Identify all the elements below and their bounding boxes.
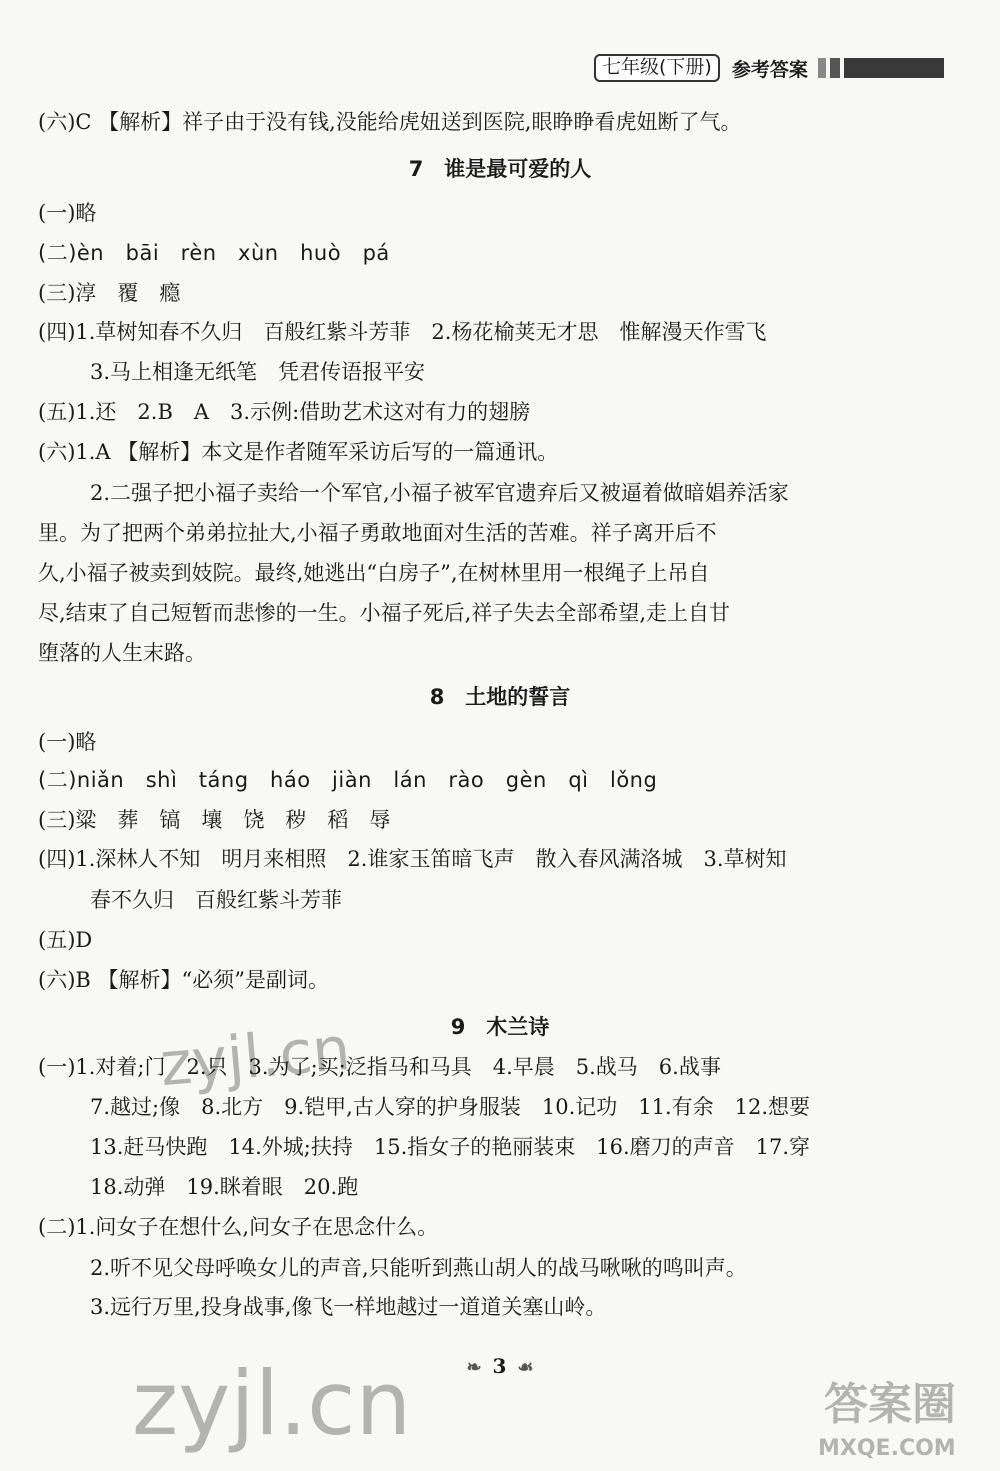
answer-line: (六)B 【解析】“必须”是副词。 — [38, 968, 329, 992]
header-bar-decoration — [830, 58, 840, 78]
answer-line: 3.远行万里,投身战事,像飞一样地越过一道道关塞山岭。 — [90, 1295, 607, 1319]
header-title: 参考答案 — [731, 58, 808, 81]
section-title-8: 8 土地的誓言 — [429, 685, 571, 709]
answer-line: (六)1.A 【解析】本文是作者随军采访后写的一篇通讯。 — [38, 440, 559, 464]
answer-line: 2.二强子把小福子卖给一个军官,小福子被军官遗弃后又被逼着做暗娼养活家 — [90, 481, 789, 505]
answer-line: 13.赶马快跑 14.外城;扶持 15.指女子的艳丽装束 16.磨刀的声音 17.穿 — [90, 1135, 811, 1159]
answer-line: (三)淳 覆 瘾 — [38, 281, 181, 305]
watermark: MXQE.COM — [818, 1436, 956, 1461]
answer-line: (六)C 【解析】祥子由于没有钱,没能给虎妞送到医院,眼睁睁看虎妞断了气。 — [38, 110, 742, 134]
section-title-7: 7 谁是最可爱的人 — [408, 157, 592, 181]
answer-line: (四)1.深林人不知 明月来相照 2.谁家玉笛暗飞声 散入春风满洛城 3.草树知 — [38, 847, 787, 871]
header-bar-decoration — [818, 58, 826, 78]
answer-line: 里。为了把两个弟弟拉扯大,小福子勇敢地面对生活的苦难。祥子离开后不 — [38, 521, 717, 545]
watermark: 答案圈 — [824, 1379, 956, 1430]
page-number: 3 — [492, 1354, 507, 1378]
leaf-left-icon: ❧ — [466, 1357, 482, 1378]
grade-label: 七年级(下册) — [594, 54, 720, 82]
answer-line: (五)D — [38, 928, 93, 952]
answer-line: 堕落的人生末路。 — [38, 641, 206, 665]
header-bar-decoration — [844, 58, 944, 78]
answer-line: 2.听不见父母呼唤女儿的声音,只能听到燕山胡人的战马啾啾的鸣叫声。 — [90, 1256, 747, 1280]
answer-line: (四)1.草树知春不久归 百般红紫斗芳菲 2.杨花榆荚无才思 惟解漫天作雪飞 — [38, 320, 767, 344]
answer-line: 尽,结束了自己短暂而悲惨的一生。小福子死后,祥子失去全部希望,走上自甘 — [38, 601, 731, 625]
watermark: zyjl.cn — [157, 1013, 354, 1101]
section-title-9: 9 木兰诗 — [450, 1015, 550, 1039]
leaf-right-icon: ☙ — [517, 1357, 534, 1378]
answer-line-pinyin: (二)èn bāi rèn xùn huò pá — [38, 241, 390, 265]
page-header — [594, 54, 944, 82]
answer-line: 3.马上相逢无纸笔 凭君传语报平安 — [90, 360, 426, 384]
answer-line: (一)略 — [38, 730, 97, 754]
answer-line: (一)1.对着;门 2.只 3.为了;买;泛指马和马具 4.早晨 5.战马 6.战事 — [38, 1055, 721, 1079]
answer-line: 7.越过;像 8.北方 9.铠甲,古人穿的护身服装 10.记功 11.有余 12.想要 — [90, 1095, 811, 1119]
answer-line: (三)粱 葬 镐 壤 饶 秽 稻 辱 — [38, 808, 391, 832]
answer-line: (五)1.还 2.B A 3.示例:借助艺术这对有力的翅膀 — [38, 400, 531, 424]
answer-line: 久,小福子被卖到妓院。最终,她逃出“白房子”,在树林里用一根绳子上吊自 — [38, 561, 710, 585]
watermark: zyjl.cn — [132, 1352, 412, 1455]
answer-line: 春不久归 百般红紫斗芳菲 — [90, 888, 342, 912]
answer-line: (二)1.问女子在想什么,问女子在思念什么。 — [38, 1215, 439, 1239]
answer-line: (一)略 — [38, 201, 97, 225]
answer-line: 18.动弹 19.眯着眼 20.跑 — [90, 1175, 359, 1199]
answer-line-pinyin: (二)niǎn shì táng háo jiàn lán rào gèn qì lǒng — [38, 768, 658, 792]
